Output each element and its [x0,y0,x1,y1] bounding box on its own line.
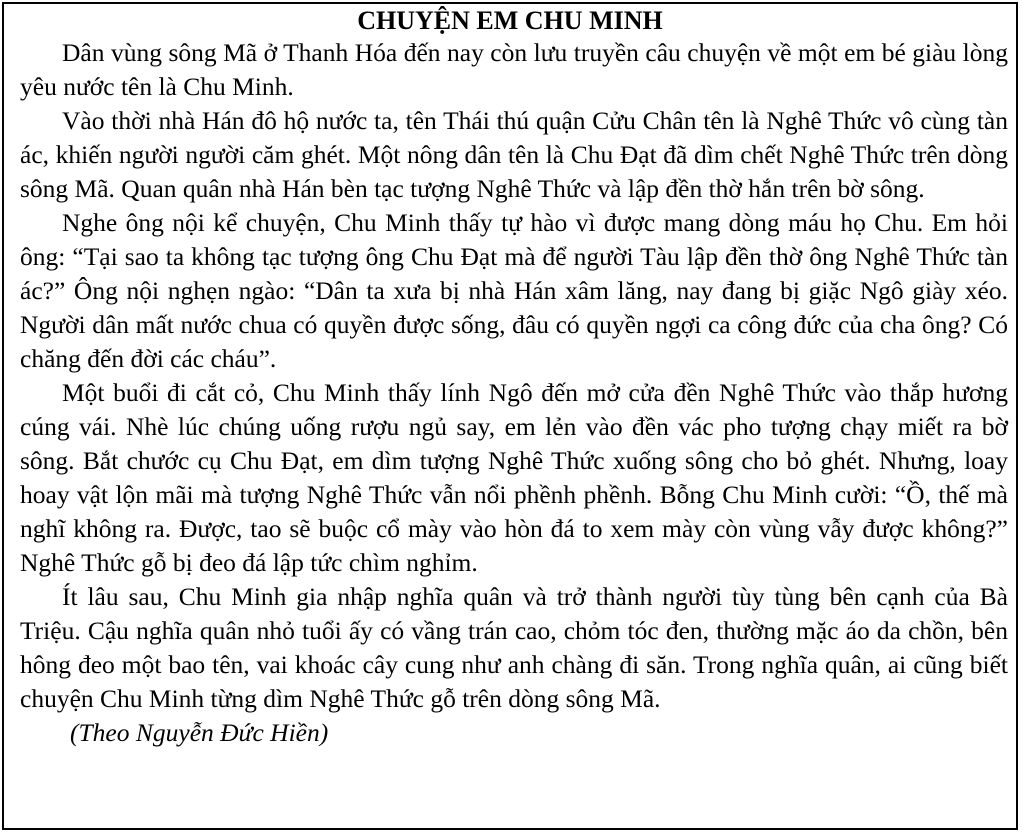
source-attribution: (Theo Nguyễn Đức Hiền) [70,718,329,747]
paragraph-4: Một buổi đi cắt cỏ, Chu Minh thấy lính Ngô đến mở cửa đền Nghê Thức vào thắp hương cúng vái. Nhè lúc chúng uống rượu ngủ say, em lẻn vào đền vác pho tượng chạy miết ra bờ sông. Bắt chước cụ Chu Đạt, em dìm tượng Nghê Thức xuống sông cho bỏ ghét. Nhưng, loay hoay vật lộn mãi mà tượng Nghê Thức vẫn nổi phềnh phềnh. Bỗng Chu Minh cười: “Ồ, thế mà nghĩ không ra. Được, tao sẽ buộc cổ mày vào hòn đá to xem mày còn vùng vẫy được không?” Nghê Thức gỗ bị đeo đá lập tức chìm nghỉm. [20,378,1008,577]
document-body [20,36,1008,750]
paragraph-1: Dân vùng sông Mã ở Thanh Hóa đến nay còn lưu truyền câu chuyện về một em bé giàu lòng yêu nước tên là Chu Minh. [20,38,1008,101]
paragraph-5: Ít lâu sau, Chu Minh gia nhập nghĩa quân và trở thành người tùy tùng bên cạnh của Bà Triệu. Cậu nghĩa quân nhỏ tuổi ấy có vầng trán cao, chỏm tóc đen, thường mặc áo da chồn, bên hông đeo một bao tên, vai khoác cây cung như anh chàng đi săn. Trong nghĩa quân, ai cũng biết chuyện Chu Minh từng dìm Nghê Thức gỗ trên dòng sông Mã. [20,582,1008,713]
document-page [2,2,1018,830]
document-title: CHUYỆN EM CHU MINH [357,6,663,35]
paragraph-2: Vào thời nhà Hán đô hộ nước ta, tên Thái thú quận Cửu Chân tên là Nghê Thức vô cùng tàn ác, khiến người người căm ghét. Một nông dân tên là Chu Đạt đã dìm chết Nghê Thức trên dòng sông Mã. Quan quân nhà Hán bèn tạc tượng Nghê Thức và lập đền thờ hắn trên bờ sông. [20,106,1008,203]
paragraph-3: Nghe ông nội kể chuyện, Chu Minh thấy tự hào vì được mang dòng máu họ Chu. Em hỏi ông: “Tại sao ta không tạc tượng ông Chu Đạt mà để người Tàu lập đền thờ ông Nghê Thức tàn ác?” Ông nội nghẹn ngào: “Dân ta xưa bị nhà Hán xâm lăng, nay đang bị giặc Ngô giày xéo. Người dân mất nước chua có quyền được sống, đâu có quyền ngợi ca công đức của cha ông? Có chăng đến đời các cháu”. [20,208,1008,373]
